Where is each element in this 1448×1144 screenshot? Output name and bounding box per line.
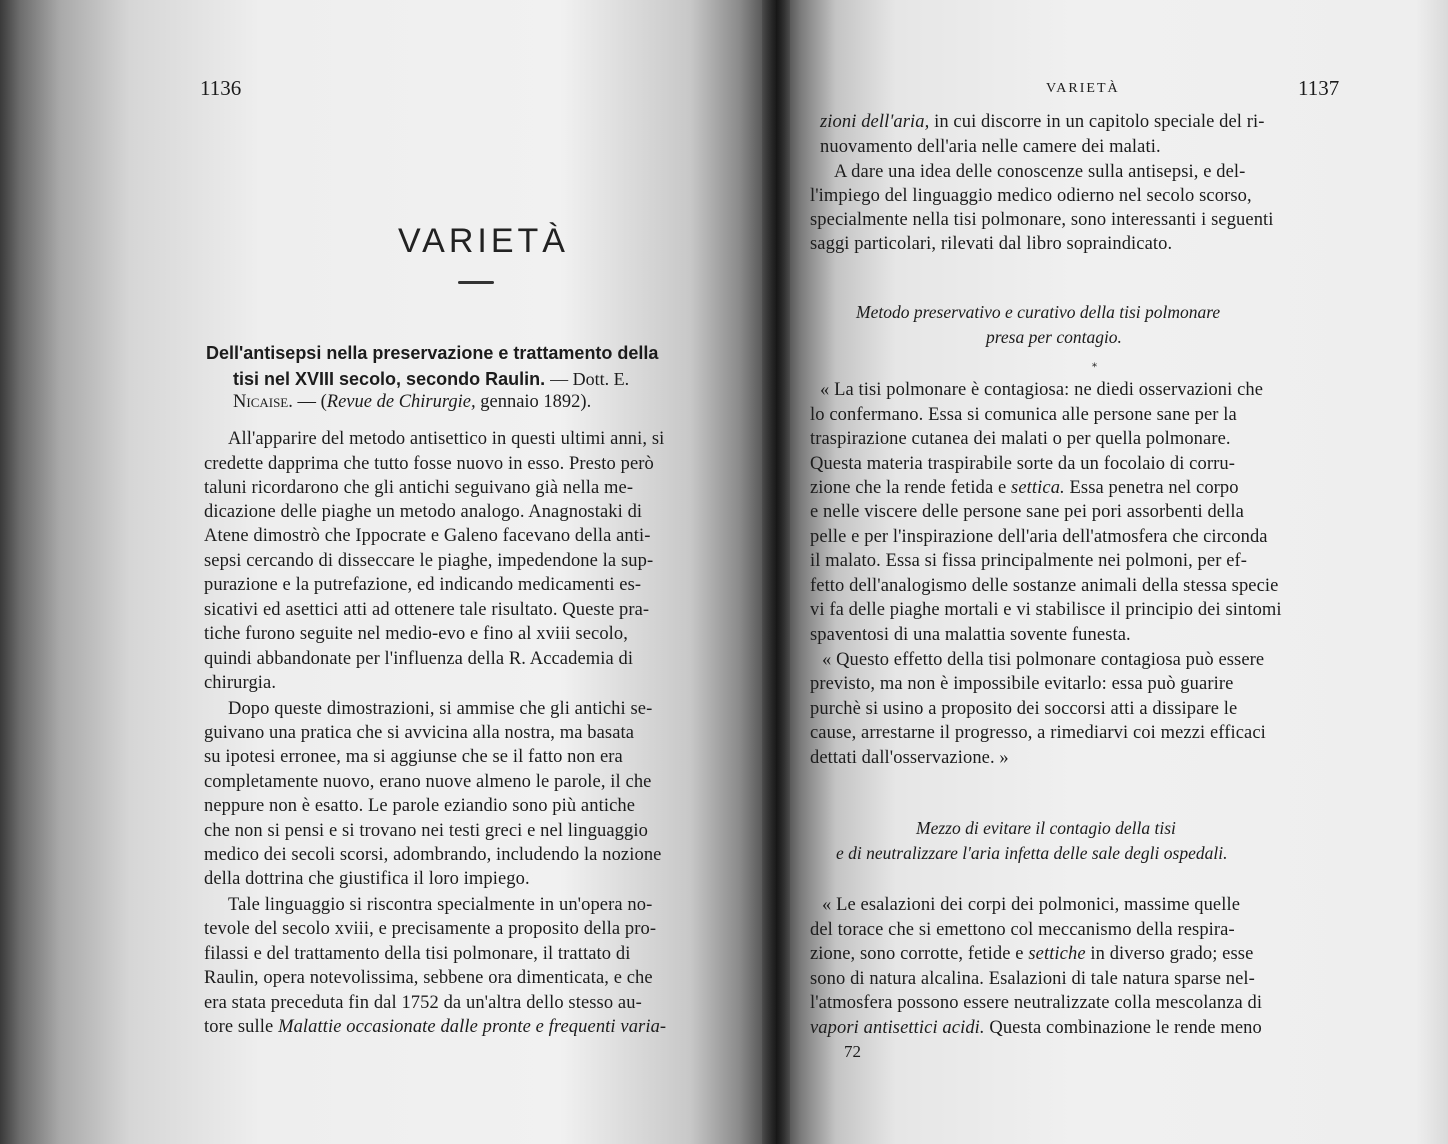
body-text: in cui discorre in un capitolo speciale del ri- bbox=[929, 112, 1265, 132]
body-line: purchè si usino a proposito dei soccorsi atti a dissipare le bbox=[810, 699, 1238, 719]
page-number-right: 1137 bbox=[1298, 76, 1340, 100]
title-ornament bbox=[458, 281, 494, 284]
byline-date: gennaio 1892). bbox=[480, 392, 592, 412]
body-text: Questa combinazione le rende meno bbox=[984, 1018, 1262, 1038]
body-line: guivano una pratica che si avvicina alla nostra, ma basata bbox=[204, 723, 635, 743]
body-text: in diverso grado; esse bbox=[1085, 944, 1254, 964]
subheading-1-line1: Metodo preservativo e curativo della tisi polmonare bbox=[856, 302, 1221, 322]
body-line: vi fa delle piaghe mortali e vi stabilisce il principio dei sintomi bbox=[810, 600, 1282, 620]
body-line: su ipotesi erronee, ma si aggiunse che se il fatto non era bbox=[204, 747, 623, 767]
article-heading-line2 bbox=[233, 367, 629, 391]
body-line: sicativi ed asettici atti ad ottenere tale risultato. Queste pra- bbox=[204, 600, 650, 620]
body-line: dettati dall'osservazione. » bbox=[810, 748, 1009, 768]
body-line: Questa materia traspirabile sorte da un focolaio di corru- bbox=[810, 454, 1235, 474]
body-line: fetto dell'analogismo delle sostanze animali della stessa specie bbox=[810, 576, 1279, 596]
signature-mark: 72 bbox=[844, 1042, 861, 1061]
body-line: medico dei secoli scorsi, adombrando, includendo la nozione bbox=[204, 845, 662, 865]
asterism: * bbox=[1092, 362, 1097, 373]
body-line: nuovamento dell'aria nelle camere dei malati. bbox=[820, 137, 1161, 157]
body-line: Raulin, opera notevolissima, sebbene ora dimenticata, e che bbox=[204, 968, 653, 988]
body-line: saggi particolari, rilevati dal libro sopraindicato. bbox=[810, 234, 1173, 254]
body-line: previsto, ma non è impossibile evitarlo: essa può guarire bbox=[810, 674, 1234, 694]
body-line: Dopo queste dimostrazioni, si ammise che gli antichi se- bbox=[228, 699, 653, 719]
body-line bbox=[810, 476, 1239, 500]
body-italic: settiche bbox=[1028, 944, 1086, 964]
page-number-left: 1136 bbox=[200, 76, 242, 100]
body-line: quindi abbandonate per l'influenza della R. Accademia di bbox=[204, 649, 634, 669]
body-line: chirurgia. bbox=[204, 673, 277, 693]
body-line: « La tisi polmonare è contagiosa: ne diedi osservazioni che bbox=[820, 380, 1264, 400]
body-line: e nelle viscere delle persone sane pei pori assorbenti della bbox=[810, 502, 1244, 522]
body-text: tore sulle bbox=[204, 1017, 279, 1037]
byline-open: — ( bbox=[297, 392, 327, 412]
body-line: cause, arrestarne il progresso, a rimediarvi coi mezzi efficaci bbox=[810, 723, 1266, 743]
running-head: VARIETÀ bbox=[1046, 81, 1120, 96]
body-line: sono di natura alcalina. Esalazioni di tale natura sparse nel- bbox=[810, 969, 1255, 989]
book-gutter bbox=[762, 0, 790, 1144]
body-line bbox=[810, 942, 1253, 966]
body-line: del torace che si emettono col meccanismo della respira- bbox=[810, 920, 1235, 940]
body-line: taluni ricordarono che gli antichi seguivano già nella me- bbox=[204, 478, 634, 498]
right-page bbox=[776, 0, 1448, 1144]
body-line: il malato. Essa si fissa principalmente nei polmoni, per ef- bbox=[810, 551, 1248, 571]
body-line: pelle e per l'inspirazione dell'aria dell'atmosfera che circonda bbox=[810, 527, 1268, 547]
body-line: l'impiego del linguaggio medico odierno nel secolo scorso, bbox=[810, 186, 1252, 206]
body-line: « Le esalazioni dei corpi dei polmonici, massime quelle bbox=[822, 895, 1241, 915]
body-line: filassi e del trattamento della tisi polmonare, il trattato di bbox=[204, 944, 631, 964]
subheading-2-line1: Mezzo di evitare il contagio della tisi bbox=[916, 818, 1176, 838]
body-italic: Malattie occasionate dalle pronte e frequenti varia- bbox=[278, 1017, 667, 1037]
section-title: VARIETÀ bbox=[398, 222, 569, 260]
body-line: Atene dimostrò che Ippocrate e Galeno facevano della anti- bbox=[204, 526, 651, 546]
body-italic: zioni dell'aria, bbox=[820, 112, 930, 132]
body-line: A dare una idea delle conoscenze sulla antisepsi, e del- bbox=[834, 162, 1246, 182]
body-line: purazione e la putrefazione, ed indicando medicamenti es- bbox=[204, 575, 642, 595]
body-line: « Questo effetto della tisi polmonare contagiosa può essere bbox=[822, 650, 1265, 670]
body-text: zione che la rende fetida e bbox=[810, 478, 1012, 498]
body-italic: settica. bbox=[1011, 478, 1065, 498]
byline bbox=[233, 392, 591, 413]
body-line: Tale linguaggio si riscontra specialmente in un'opera no- bbox=[228, 895, 653, 915]
body-line: della dottrina che giustifica il loro impiego. bbox=[204, 869, 530, 889]
body-line: tiche furono seguite nel medio-evo e fino al xviii secolo, bbox=[204, 624, 628, 644]
subheading-2-line2: e di neutralizzare l'aria infetta delle sale degli ospedali. bbox=[836, 843, 1228, 863]
body-line: lo confermano. Essa si comunica alle persone sane per la bbox=[810, 405, 1237, 425]
body-line: dicazione delle piaghe un metodo analogo. Anagnostaki di bbox=[204, 502, 643, 522]
body-line: spaventosi di una malattia sovente funesta. bbox=[810, 625, 1131, 645]
body-line: traspirazione cutanea dei malati o per quella polmonare. bbox=[810, 429, 1231, 449]
body-text: Essa penetra nel corpo bbox=[1064, 478, 1239, 498]
body-line: credette dapprima che tutto fosse nuovo in esso. Presto però bbox=[204, 454, 654, 474]
byline-journal: Revue de Chirurgie, bbox=[326, 392, 476, 412]
body-line bbox=[820, 110, 1265, 134]
article-heading-text: tisi nel XVIII secolo, secondo Raulin. bbox=[233, 369, 546, 389]
byline-dash-doctor: — Dott. E. bbox=[550, 369, 630, 389]
body-line: specialmente nella tisi polmonare, sono interessanti i seguenti bbox=[810, 210, 1274, 230]
body-line: era stata preceduta fin dal 1752 da un'altra dello stesso au- bbox=[204, 993, 642, 1013]
body-italic: vapori antisettici acidi. bbox=[810, 1018, 985, 1038]
body-line: completamente nuovo, erano nuove almeno le parole, il che bbox=[204, 772, 652, 792]
subheading-1-line2: presa per contagio. bbox=[986, 327, 1122, 347]
body-line: All'apparire del metodo antisettico in questi ultimi anni, si bbox=[228, 429, 665, 449]
body-line: l'atmosfera possono essere neutralizzate colla mescolanza di bbox=[810, 993, 1263, 1013]
byline-author: Nicaise. bbox=[233, 392, 293, 412]
body-text: zione, sono corrotte, fetide e bbox=[810, 944, 1029, 964]
body-line: neppure non è esatto. Le parole eziandio sono più antiche bbox=[204, 796, 636, 816]
article-heading-line1: Dell'antisepsi nella preservazione e trattamento della bbox=[206, 343, 659, 363]
body-line: sepsi cercando di disseccare le piaghe, impedendone la sup- bbox=[204, 551, 654, 571]
body-line: che non si pensi e si trovano nei testi greci e nel linguaggio bbox=[204, 821, 648, 841]
body-line-last bbox=[204, 1015, 666, 1039]
body-line bbox=[810, 1016, 1262, 1040]
body-line: tevole del secolo xviii, e precisamente a proposito della pro- bbox=[204, 919, 657, 939]
